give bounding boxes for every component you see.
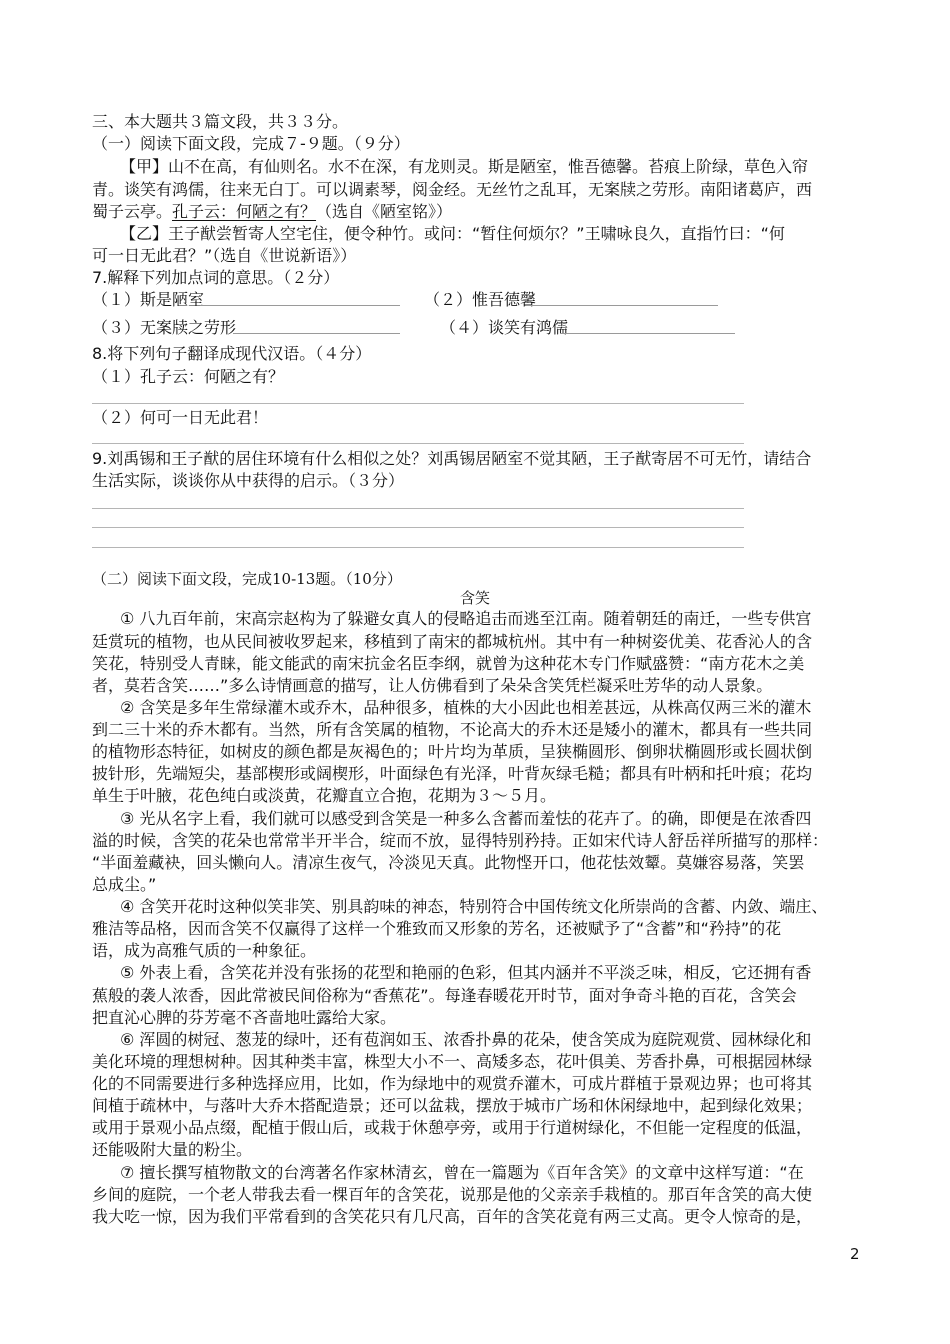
q7-stem: 7.解释下列加点词的意思。（２分）: [92, 268, 340, 287]
p2-line-1: ② 含笑是多年生常绿灌木或乔木，品种很多，植株的大小因此也相差甚远，从株高仅两三米的灌木: [120, 698, 812, 717]
q7-item-2: （２）惟吾德馨: [424, 290, 537, 309]
p5-line-3: 把直沁心脾的芬芳毫不吝啬地吐露给大家。: [92, 1008, 397, 1027]
passage-jia-source: （选自《陋室铭》）: [316, 202, 453, 221]
q9-line-2: 生活实际，谈谈你从中获得的启示。（３分）: [92, 471, 405, 490]
q7-item-3: （３）无案牍之劳形: [92, 318, 237, 337]
q9-answer-line-1[interactable]: [92, 508, 744, 509]
underlined-sentence: 孔子云：何陋之有？: [172, 202, 317, 221]
q7-item-4: （４）谈笑有鸿儒: [440, 318, 569, 337]
q8-answer-line-1[interactable]: [92, 403, 744, 404]
q9-answer-line-2[interactable]: [92, 527, 744, 528]
q7-item-1: （１）斯是陋室: [92, 290, 205, 309]
p1-line-2: 廷赏玩的植物，也从民间被收罗起来，移植到了南宋的都城杭州。其中有一种树姿优美、花香沁人的含: [92, 632, 813, 651]
p6-line-5: 或用于景观小品点缀，配植于假山后，或栽于休憩亭旁，或用于行道树绿化，不但能一定程度的低温，: [92, 1118, 813, 1137]
q8-stem: 8.将下列句子翻译成现代汉语。（４分）: [92, 344, 372, 363]
section-title: 三、本大题共３篇文段，共３３分。: [92, 112, 349, 131]
p4-line-3: 语，成为高雅气质的一种象征。: [92, 941, 317, 960]
p4-line-2: 雅洁等品格，因而含笑不仅赢得了这样一个雅致而又形象的芳名，还被赋予了“含蓄”和“矜持”的花: [92, 919, 782, 938]
q7-answer-blank-2[interactable]: [526, 305, 718, 306]
q8-item-2: （２）何可一日无此君！: [92, 408, 269, 427]
p5-line-1: ⑤ 外表上看，含笑花并没有张扬的花型和艳丽的色彩，但其内涵并不平淡乏味，相反，它还拥有香: [120, 963, 812, 982]
p2-line-3: 的植物形态特征，如树皮的颜色都是灰褐色的；叶片均为革质，呈狭椭圆形、倒卵状椭圆形或长圆状倒: [92, 742, 813, 761]
q8-answer-line-2[interactable]: [92, 443, 744, 444]
q7-answer-blank-4[interactable]: [560, 333, 735, 334]
p3-line-2: 溢的时候，含笑的花朵也常常半开半合，绽而不放，显得特别矜持。正如宋代诗人舒岳祥所描写的那样：: [92, 831, 829, 850]
p6-line-4: 间植于疏林中，与落叶大乔木搭配造景；还可以盆栽，摆放于城市广场和休闲绿地中，起到绿化效果；: [92, 1096, 813, 1115]
passage-yi-line-2: 可一日无此君？”（选自《世说新语》）: [92, 246, 357, 265]
p3-line-3: “半面羞藏袂，回头懒向人。清凉生夜气，冷淡见天真。此物悭开口，他花怯效颦。莫嫌容易落，笑罢: [92, 853, 805, 872]
q7-answer-blank-3[interactable]: [233, 333, 400, 334]
p6-line-6: 还能吸附大量的粉尘。: [92, 1140, 253, 1159]
passage-yi-line-1: 【乙】王子猷尝暂寄人空宅住，便令种竹。或问：“暂住何烦尔？”王啸咏良久，直指竹曰：“何: [120, 224, 785, 243]
p4-line-1: ④ 含笑开花时这种似笑非笑、别具韵味的神态，特别符合中国传统文化所崇尚的含蓄、内敛、端庄、: [120, 897, 828, 916]
p2-line-4: 披针形，先端短尖，基部楔形或阔楔形，叶面绿色有光泽，叶背灰绿毛糙；都具有叶柄和托叶痕；花均: [92, 764, 813, 783]
article-title: 含笑: [459, 589, 490, 607]
passage-jia-line-2: 青。谈笑有鸿儒，往来无白丁。可以调素琴，阅金经。无丝竹之乱耳，无案牍之劳形。南阳诸葛庐，西: [92, 180, 813, 199]
p1-line-3: 笑花，特别受人青睐，能文能武的南宋抗金名臣李纲，就曾为这种花木专门作赋盛赞：“南方花木之美: [92, 654, 805, 673]
q8-item-1: （１）孔子云：何陋之有？: [92, 367, 285, 386]
p6-line-2: 美化环境的理想树种。因其种类丰富，株型大小不一、高矮多态，花叶俱美、芳香扑鼻，可根据园林绿: [92, 1052, 813, 1071]
q7-answer-blank-1[interactable]: [200, 305, 400, 306]
part2-heading: （二）阅读下面文段，完成10-13题。（10分）: [92, 570, 402, 588]
q9-line-1: 9.刘禹锡和王子猷的居住环境有什么相似之处？刘禹锡居陋室不觉其陋，王子猷寄居不可无竹，请结合: [92, 449, 812, 468]
p5-line-2: 蕉般的袭人浓香，因此常被民间俗称为“香蕉花”。每逢春暖花开时节，面对争奇斗艳的百花，含笑会: [92, 986, 797, 1005]
p2-line-2: 到二三十米的乔木都有。当然，所有含笑属的植物，不论高大的乔木还是矮小的灌木，都具有一些共同: [92, 720, 813, 739]
p6-line-1: ⑥ 浑圆的树冠、葱茏的绿叶，还有苞润如玉、浓香扑鼻的花朵，使含笑成为庭院观赏、园林绿化和: [120, 1030, 812, 1049]
passage-jia-text: 蜀子云亭。: [92, 202, 173, 221]
part1-heading: （一）阅读下面文段，完成７-９题。（９分）: [92, 134, 410, 153]
page-number: 2: [850, 1245, 860, 1263]
p7-line-1: ⑦ 擅长撰写植物散文的台湾著名作家林清玄，曾在一篇题为《百年含笑》的文章中这样写道：“在: [120, 1163, 804, 1182]
p7-line-2: 乡间的庭院，一个老人带我去看一棵百年的含笑花，说那是他的父亲亲手栽植的。那百年含笑的高大使: [92, 1185, 813, 1204]
p6-line-3: 化的不同需要进行多种选择应用，比如，作为绿地中的观赏乔灌木，可成片群植于景观边界；也可将其: [92, 1074, 813, 1093]
p1-line-4: 者，莫若含笑……”多么诗情画意的描写，让人仿佛看到了朵朵含笑凭栏凝采吐芳华的动人景象。: [92, 676, 773, 695]
p2-line-5: 单生于叶腋，花色纯白或淡黄，花瓣直立合抱，花期为３～５月。: [92, 786, 557, 805]
passage-jia-line-3: [92, 201, 452, 223]
q9-answer-line-3[interactable]: [92, 547, 744, 548]
p3-line-1: ③ 光从名字上看，我们就可以感受到含笑是一种多么含蓄而羞怯的花卉了。的确，即便是在浓香四: [120, 809, 812, 828]
passage-jia-line-1: 【甲】山不在高，有仙则名。水不在深，有龙则灵。斯是陋室，惟吾德馨。苔痕上阶绿，草色入帘: [120, 157, 809, 176]
p3-line-4: 总成尘。”: [92, 875, 157, 894]
p1-line-1: ① 八九百年前，宋高宗赵构为了躲避女真人的侵略追击而逃至江南。随着朝廷的南迁，一些专供宫: [120, 609, 812, 628]
p7-line-3: 我大吃一惊，因为我们平常看到的含笑花只有几尺高，百年的含笑花竟有两三丈高。更令人惊奇的是，: [92, 1207, 813, 1226]
